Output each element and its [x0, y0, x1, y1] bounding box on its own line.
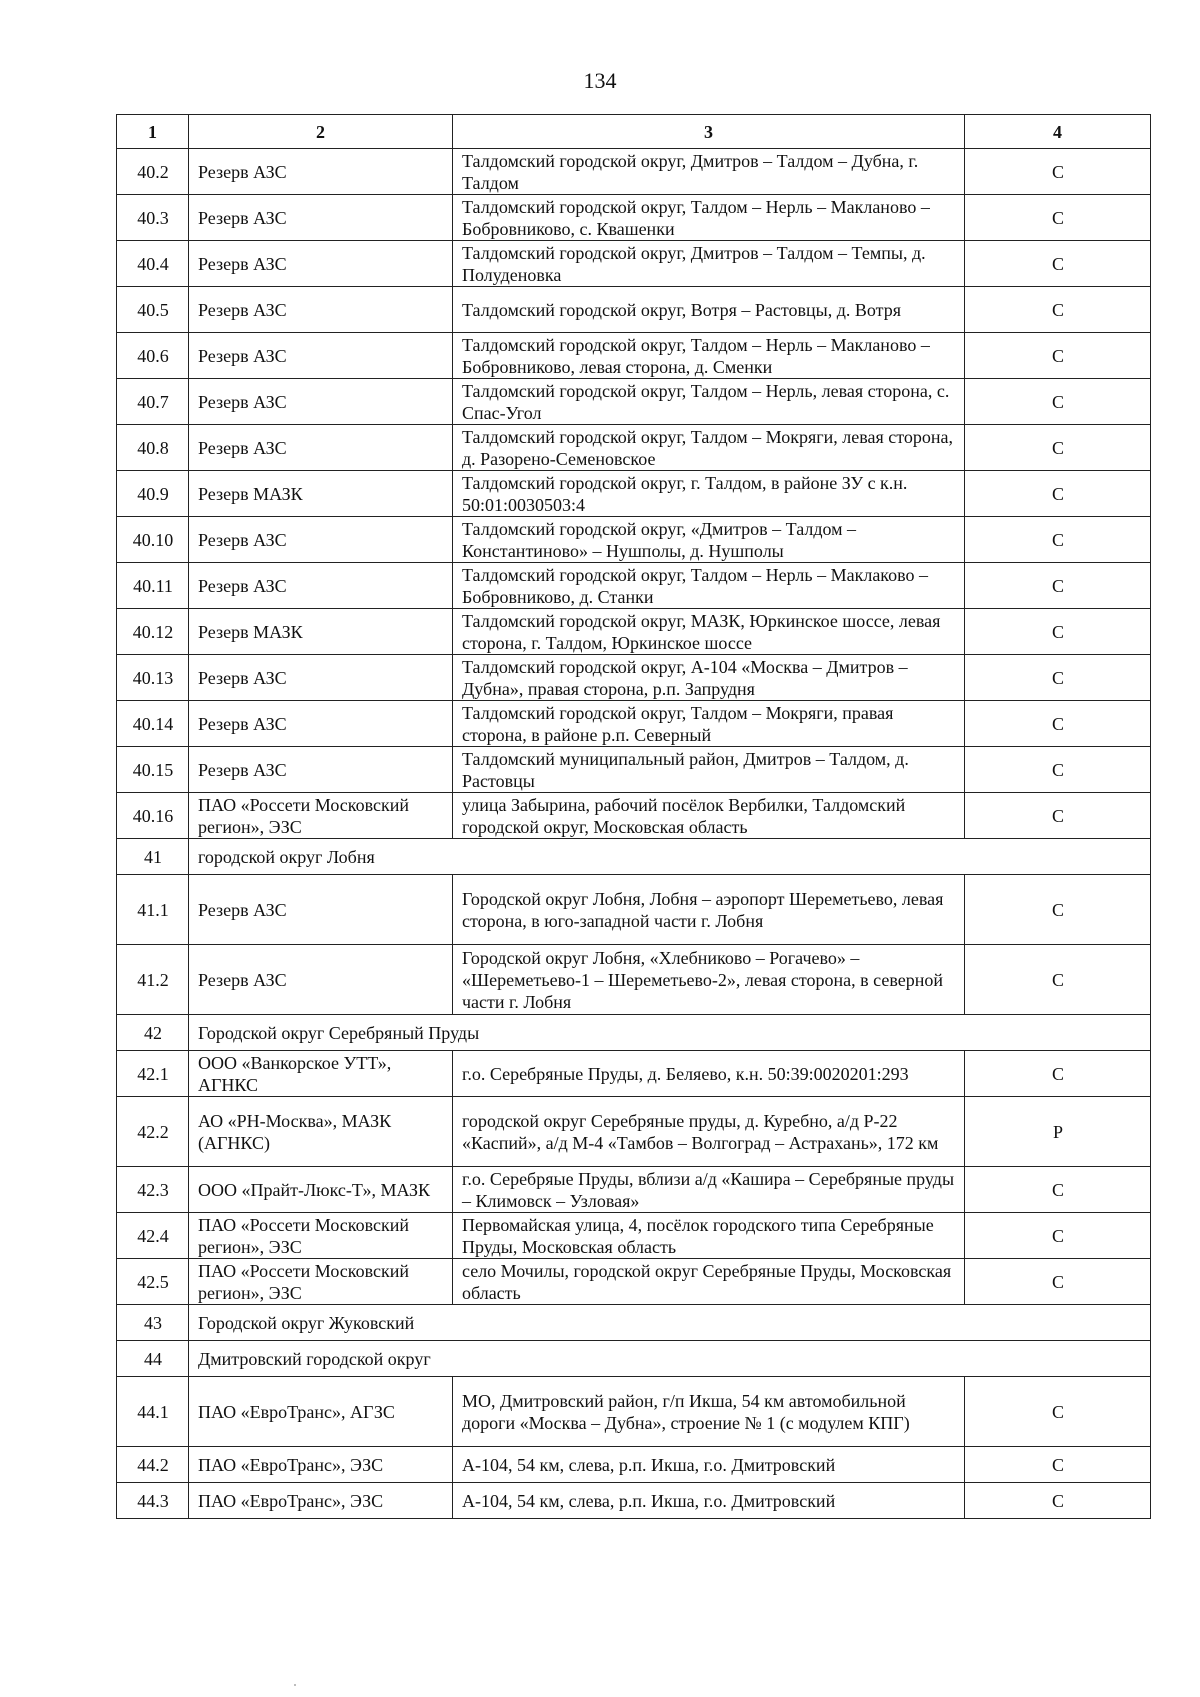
row-number: 40.10: [117, 517, 189, 563]
table-row: [117, 609, 1151, 655]
object-category: С: [965, 563, 1151, 609]
table-row: [117, 1377, 1151, 1447]
object-category: С: [965, 471, 1151, 517]
row-number: 42.3: [117, 1167, 189, 1213]
row-number: 40.5: [117, 287, 189, 333]
object-category: С: [965, 425, 1151, 471]
row-number: 40.11: [117, 563, 189, 609]
object-name: ПАО «Россети Московский регион», ЭЗС: [189, 1259, 453, 1305]
object-name: АО «РН-Москва», МАЗК (АГНКС): [189, 1097, 453, 1167]
row-number: 43: [117, 1305, 189, 1341]
row-number: 40.14: [117, 701, 189, 747]
table-row: [117, 195, 1151, 241]
object-location: Городской округ Лобня, Лобня – аэропорт Шереметьево, левая сторона, в юго-западной части г. Лобня: [453, 875, 965, 945]
section-title: Дмитровский городской округ: [189, 1341, 1151, 1377]
row-number: 40.3: [117, 195, 189, 241]
row-number: 40.8: [117, 425, 189, 471]
table-row: [117, 655, 1151, 701]
section-row: [117, 1305, 1151, 1341]
object-category: С: [965, 945, 1151, 1015]
object-category: С: [965, 655, 1151, 701]
table-row: [117, 149, 1151, 195]
object-location: А-104, 54 км, слева, р.п. Икша, г.о. Дмитровский: [453, 1483, 965, 1519]
row-number: 40.16: [117, 793, 189, 839]
section-row: [117, 839, 1151, 875]
table-row: [117, 1097, 1151, 1167]
registry-table: [116, 114, 1151, 1519]
object-category: С: [965, 1167, 1151, 1213]
table-row: [117, 379, 1151, 425]
object-category: С: [965, 379, 1151, 425]
table-row: [117, 747, 1151, 793]
object-location: Талдомский городской округ, Талдом – Нерль – Макланово – Бобровниково, с. Квашенки: [453, 195, 965, 241]
row-number: 40.6: [117, 333, 189, 379]
row-number: 41.2: [117, 945, 189, 1015]
object-category: С: [965, 1377, 1151, 1447]
object-category: С: [965, 1447, 1151, 1483]
table-row: [117, 945, 1151, 1015]
table-row: [117, 701, 1151, 747]
table-row: [117, 1483, 1151, 1519]
object-location: г.о. Серебряые Пруды, вблизи а/д «Кашира – Серебряные пруды – Климовск – Узловая»: [453, 1167, 965, 1213]
object-location: Талдомский городской округ, Талдом – Мокряги, левая сторона, д. Разорено-Семеновское: [453, 425, 965, 471]
table-row: [117, 425, 1151, 471]
object-name: ПАО «Россети Московский регион», ЭЗС: [189, 1213, 453, 1259]
row-number: 44.2: [117, 1447, 189, 1483]
object-location: Талдомский городской округ, А-104 «Москва – Дмитров – Дубна», правая сторона, р.п. Запрудня: [453, 655, 965, 701]
page-number: 134: [583, 68, 617, 93]
object-name: Резерв АЗС: [189, 287, 453, 333]
object-name: Резерв МАЗК: [189, 471, 453, 517]
object-location: Талдомский городской округ, Дмитров – Талдом – Темпы, д. Полуденовка: [453, 241, 965, 287]
object-name: Резерв АЗС: [189, 701, 453, 747]
table-row: [117, 1259, 1151, 1305]
object-name: ПАО «ЕвроТранс», ЭЗС: [189, 1483, 453, 1519]
object-name: ПАО «ЕвроТранс», АГЗС: [189, 1377, 453, 1447]
object-location: МО, Дмитровский район, г/п Икша, 54 км автомобильной дороги «Москва – Дубна», строение № 1 (с модулем КПГ): [453, 1377, 965, 1447]
object-category: С: [965, 701, 1151, 747]
section-row: [117, 1015, 1151, 1051]
row-number: 40.4: [117, 241, 189, 287]
object-category: С: [965, 149, 1151, 195]
object-name: Резерв АЗС: [189, 379, 453, 425]
row-number: 40.12: [117, 609, 189, 655]
object-location: Талдомский муниципальный район, Дмитров – Талдом, д. Растовцы: [453, 747, 965, 793]
section-title: Городской округ Жуковский: [189, 1305, 1151, 1341]
column-header-name: 2: [189, 115, 453, 149]
row-number: 40.2: [117, 149, 189, 195]
row-number: 42.2: [117, 1097, 189, 1167]
row-number: 44.1: [117, 1377, 189, 1447]
object-name: ООО «Прайт-Люкс-Т», МАЗК: [189, 1167, 453, 1213]
object-name: Резерв МАЗК: [189, 609, 453, 655]
object-location: Талдомский городской округ, МАЗК, Юркинское шоссе, левая сторона, г. Талдом, Юркинское шоссе: [453, 609, 965, 655]
object-name: ООО «Ванкорское УТТ», АГНКС: [189, 1051, 453, 1097]
object-name: Резерв АЗС: [189, 195, 453, 241]
section-row: [117, 1341, 1151, 1377]
object-category: С: [965, 609, 1151, 655]
row-number: 41: [117, 839, 189, 875]
object-category: С: [965, 287, 1151, 333]
object-location: Талдомский городской округ, г. Талдом, в районе ЗУ с к.н. 50:01:0030503:4: [453, 471, 965, 517]
object-name: Резерв АЗС: [189, 241, 453, 287]
object-name: ПАО «ЕвроТранс», ЭЗС: [189, 1447, 453, 1483]
table-row: [117, 1213, 1151, 1259]
row-number: 42.4: [117, 1213, 189, 1259]
scan-artifact: [294, 1684, 296, 1686]
column-header-category: 4: [965, 115, 1151, 149]
object-category: С: [965, 1213, 1151, 1259]
row-number: 40.13: [117, 655, 189, 701]
object-location: Первомайская улица, 4, посёлок городского типа Серебряные Пруды, Московская область: [453, 1213, 965, 1259]
object-location: Талдомский городской округ, Талдом – Нерль, левая сторона, с. Спас-Угол: [453, 379, 965, 425]
table-row: [117, 1167, 1151, 1213]
object-category: С: [965, 1483, 1151, 1519]
object-location: А-104, 54 км, слева, р.п. Икша, г.о. Дмитровский: [453, 1447, 965, 1483]
object-location: Талдомский городской округ, Талдом – Мокряги, правая сторона, в районе р.п. Северный: [453, 701, 965, 747]
table-row: [117, 517, 1151, 563]
object-category: С: [965, 747, 1151, 793]
table-row: [117, 793, 1151, 839]
object-category: Р: [965, 1097, 1151, 1167]
object-name: Резерв АЗС: [189, 517, 453, 563]
row-number: 41.1: [117, 875, 189, 945]
object-location: Городской округ Лобня, «Хлебниково – Рогачево» – «Шереметьево-1 – Шереметьево-2», левая сторона, в северной части г. Лобня: [453, 945, 965, 1015]
object-name: Резерв АЗС: [189, 425, 453, 471]
object-location: городской округ Серебряные пруды, д. Куребно, а/д Р-22 «Каспий», а/д М-4 «Тамбов – Волгоград – Астрахань», 172 км: [453, 1097, 965, 1167]
object-category: С: [965, 875, 1151, 945]
object-category: С: [965, 517, 1151, 563]
object-location: Талдомский городской округ, Вотря – Растовцы, д. Вотря: [453, 287, 965, 333]
object-location: Талдомский городской округ, «Дмитров – Талдом – Константиново» – Нушполы, д. Нушполы: [453, 517, 965, 563]
row-number: 42.5: [117, 1259, 189, 1305]
column-header-location: 3: [453, 115, 965, 149]
object-name: Резерв АЗС: [189, 333, 453, 379]
object-location: Талдомский городской округ, Талдом – Нерль – Макланово – Бобровниково, левая сторона, д. Сменки: [453, 333, 965, 379]
object-name: Резерв АЗС: [189, 875, 453, 945]
row-number: 40.9: [117, 471, 189, 517]
object-category: С: [965, 195, 1151, 241]
row-number: 44.3: [117, 1483, 189, 1519]
table-row: [117, 563, 1151, 609]
header-row: [117, 115, 1151, 149]
table-row: [117, 1447, 1151, 1483]
row-number: 42.1: [117, 1051, 189, 1097]
object-name: Резерв АЗС: [189, 747, 453, 793]
object-category: С: [965, 793, 1151, 839]
row-number: 42: [117, 1015, 189, 1051]
object-category: С: [965, 333, 1151, 379]
section-title: городской округ Лобня: [189, 839, 1151, 875]
object-location: Талдомский городской округ, Дмитров – Талдом – Дубна, г. Талдом: [453, 149, 965, 195]
object-location: г.о. Серебряные Пруды, д. Беляево, к.н. 50:39:0020201:293: [453, 1051, 965, 1097]
object-location: улица Забырина, рабочий посёлок Вербилки, Талдомский городской округ, Московская область: [453, 793, 965, 839]
object-location: Талдомский городской округ, Талдом – Нерль – Маклаково – Бобровниково, д. Станки: [453, 563, 965, 609]
object-name: Резерв АЗС: [189, 563, 453, 609]
row-number: 40.15: [117, 747, 189, 793]
object-location: село Мочилы, городской округ Серебряные Пруды, Московская область: [453, 1259, 965, 1305]
object-category: С: [965, 241, 1151, 287]
object-name: ПАО «Россети Московский регион», ЭЗС: [189, 793, 453, 839]
row-number: 40.7: [117, 379, 189, 425]
table-row: [117, 241, 1151, 287]
section-title: Городской округ Серебряный Пруды: [189, 1015, 1151, 1051]
table-row: [117, 333, 1151, 379]
object-category: С: [965, 1051, 1151, 1097]
object-category: С: [965, 1259, 1151, 1305]
object-name: Резерв АЗС: [189, 149, 453, 195]
column-header-number: 1: [117, 115, 189, 149]
table-row: [117, 471, 1151, 517]
object-name: Резерв АЗС: [189, 945, 453, 1015]
table-row: [117, 287, 1151, 333]
table-row: [117, 1051, 1151, 1097]
table-row: [117, 875, 1151, 945]
table-body: [117, 149, 1151, 1519]
row-number: 44: [117, 1341, 189, 1377]
object-name: Резерв АЗС: [189, 655, 453, 701]
